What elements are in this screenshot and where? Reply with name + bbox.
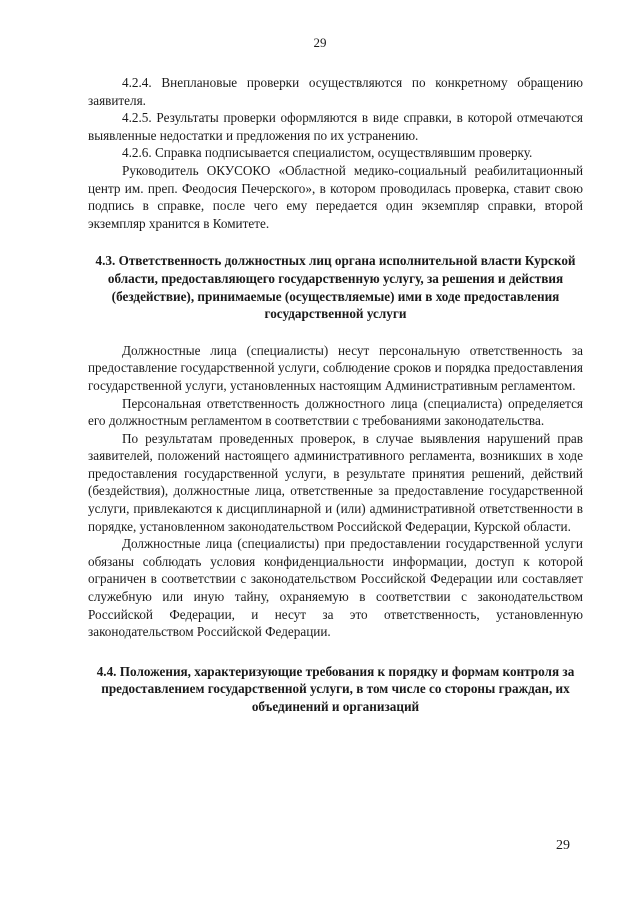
- paragraph-4-2-5: 4.2.5. Результаты проверки оформляются в виде справки, в которой отмечаются выявленные недостатки и предложения по их устранению.: [88, 110, 583, 143]
- paragraph-personal-responsibility-defined: Персональная ответственность должностного лица (специалиста) определяется его должностным регламентом в соответствии с требованиями законодательства.: [88, 395, 583, 429]
- page-number-footer: 29: [556, 838, 570, 853]
- paragraph-director-signature: Руководитель ОКУСОКО «Областной медико-социальный реабилитационный центр им. преп. Феодосия Печерского», в котором проводилась проверка, ставит свою подпись в справке, после чего ему передается один экземпляр справки, второй экземпляр хранится в Комитете.: [88, 162, 583, 231]
- page-body: [88, 74, 583, 716]
- paragraph-4-2-4: 4.2.4. Внеплановые проверки осуществляются по конкретному обращению заявителя.: [88, 75, 583, 108]
- paragraph-confidentiality: Должностные лица (специалисты) при предоставлении государственной услуги обязаны соблюдать условия конфиденциальности информации, доступ к которой ограничен в соответствии с законодательством Российской Федерации или составляет служебную или иную тайну, охраняемую в соответствии с законодательством Российской Федерации, и несут за это ответственность, установленную законодательством Российской Федерации.: [88, 536, 583, 640]
- paragraph-4-2-6: 4.2.6. Справка подписывается специалистом, осуществлявшим проверку.: [122, 145, 533, 161]
- section-heading-4-3: 4.3. Ответственность должностных лиц органа исполнительной власти Курской области, предоставляющего государственную услугу, за решения и действия (бездействие), принимаемые (осуществляемые) ими в ходе предоставления государственной услуги: [95, 253, 576, 322]
- page-number-header: 29: [313, 35, 327, 50]
- section-heading-4-4: 4.4. Положения, характеризующие требования к порядку и формам контроля за предоставлением государственной услуги, в том числе со стороны граждан, их объединений и организаций: [96, 663, 575, 714]
- paragraph-personal-responsibility: Должностные лица (специалисты) несут персональную ответственность за предоставление государственной услуги, соблюдение сроков и порядка предоставления государственной услуги, установленных настоящим Административным регламентом.: [88, 342, 583, 393]
- paragraph-inspection-results: По результатам проведенных проверок, в случае выявления нарушений прав заявителей, положений настоящего административного регламента, возникших в ходе предоставления государственной услуги, в результате принятия решений, действий (бездействия), должностные лица, ответственные за предоставление государственной услуги, привлекаются к дисциплинарной и (или) административной ответственности в порядке, установленном законодательством Российской Федерации, Курской области.: [88, 430, 583, 534]
